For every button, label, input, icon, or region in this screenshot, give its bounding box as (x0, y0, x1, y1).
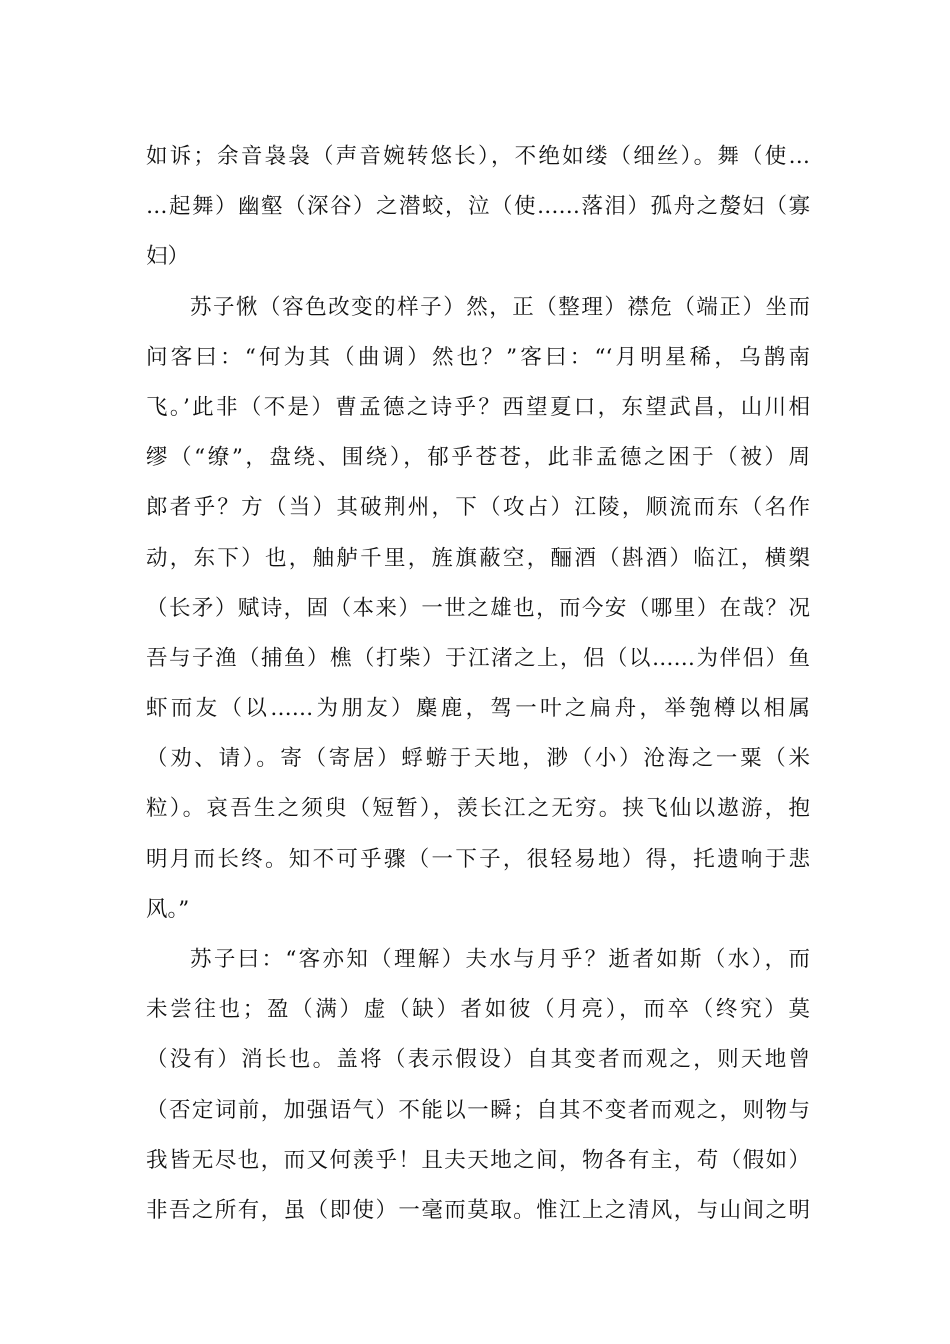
text-line: （否定词前，加强语气）不能以一瞬；自其不变者而观之，则物与 (146, 1097, 810, 1123)
text-line: 非吾之所有，虽（即使）一毫而莫取。惟江上之清风，与山间之明 (146, 1197, 810, 1223)
text-line: 如诉；余音袅袅（声音婉转悠长），不绝如缕（细丝）。舞（使… (146, 144, 810, 169)
text-line: 缪（“缭”，盘绕、围绕），郁乎苍苍，此非孟德之困于（被）周 (146, 445, 810, 471)
paragraph-start-line: 苏子愀（容色改变的样子）然，正（整理）襟危（端正）坐而 (190, 294, 810, 320)
text-line: 明月而长终。知不可乎骤（一下子，很轻易地）得，托遗响于悲 (146, 846, 810, 872)
text-line: （长矛）赋诗，固（本来）一世之雄也，而今安（哪里）在哉？况 (146, 595, 810, 621)
text-line: 郎者乎？方（当）其破荆州，下（攻占）江陵，顺流而东（名作 (146, 495, 810, 521)
text-line: （劝、请）。寄（寄居）蜉蝣于天地，渺（小）沧海之一粟（米 (146, 746, 810, 772)
text-line: 虾而友（以……为朋友）麋鹿，驾一叶之扁舟，举匏樽以相属 (146, 696, 810, 722)
text-line: 动，东下）也，舳舻千里，旌旗蔽空，酾酒（斟酒）临江，横槊 (146, 545, 810, 571)
paragraph-start-line: 苏子曰：“客亦知（理解）夫水与月乎？逝者如斯（水），而 (190, 947, 810, 972)
text-line: （没有）消长也。盖将（表示假设）自其变者而观之，则天地曾 (146, 1047, 810, 1073)
text-line: 未尝往也；盈（满）虚（缺）者如彼（月亮），而卒（终究）莫 (146, 997, 810, 1023)
text-line: 我皆无尽也，而又何羡乎！且夫天地之间，物各有主，苟（假如） (146, 1147, 810, 1173)
document-body (146, 132, 810, 1236)
text-line: …起舞）幽壑（深谷）之潜蛟，泣（使……落泪）孤舟之嫠妇（寡 (146, 194, 810, 220)
text-line: 粒）。哀吾生之须臾（短暂），羡长江之无穷。挟飞仙以遨游，抱 (146, 796, 810, 822)
text-line: 飞。’此非（不是）曹孟德之诗乎？西望夏口，东望武昌，山川相 (146, 394, 810, 420)
text-line: 妇） (146, 244, 190, 270)
text-line: 吾与子渔（捕鱼）樵（打柴）于江渚之上，侣（以……为伴侣）鱼 (146, 645, 810, 671)
text-line: 风。” (146, 896, 190, 922)
text-line: 问客曰：“何为其（曲调）然也？”客曰：“‘月明星稀，乌鹊南 (146, 344, 810, 370)
